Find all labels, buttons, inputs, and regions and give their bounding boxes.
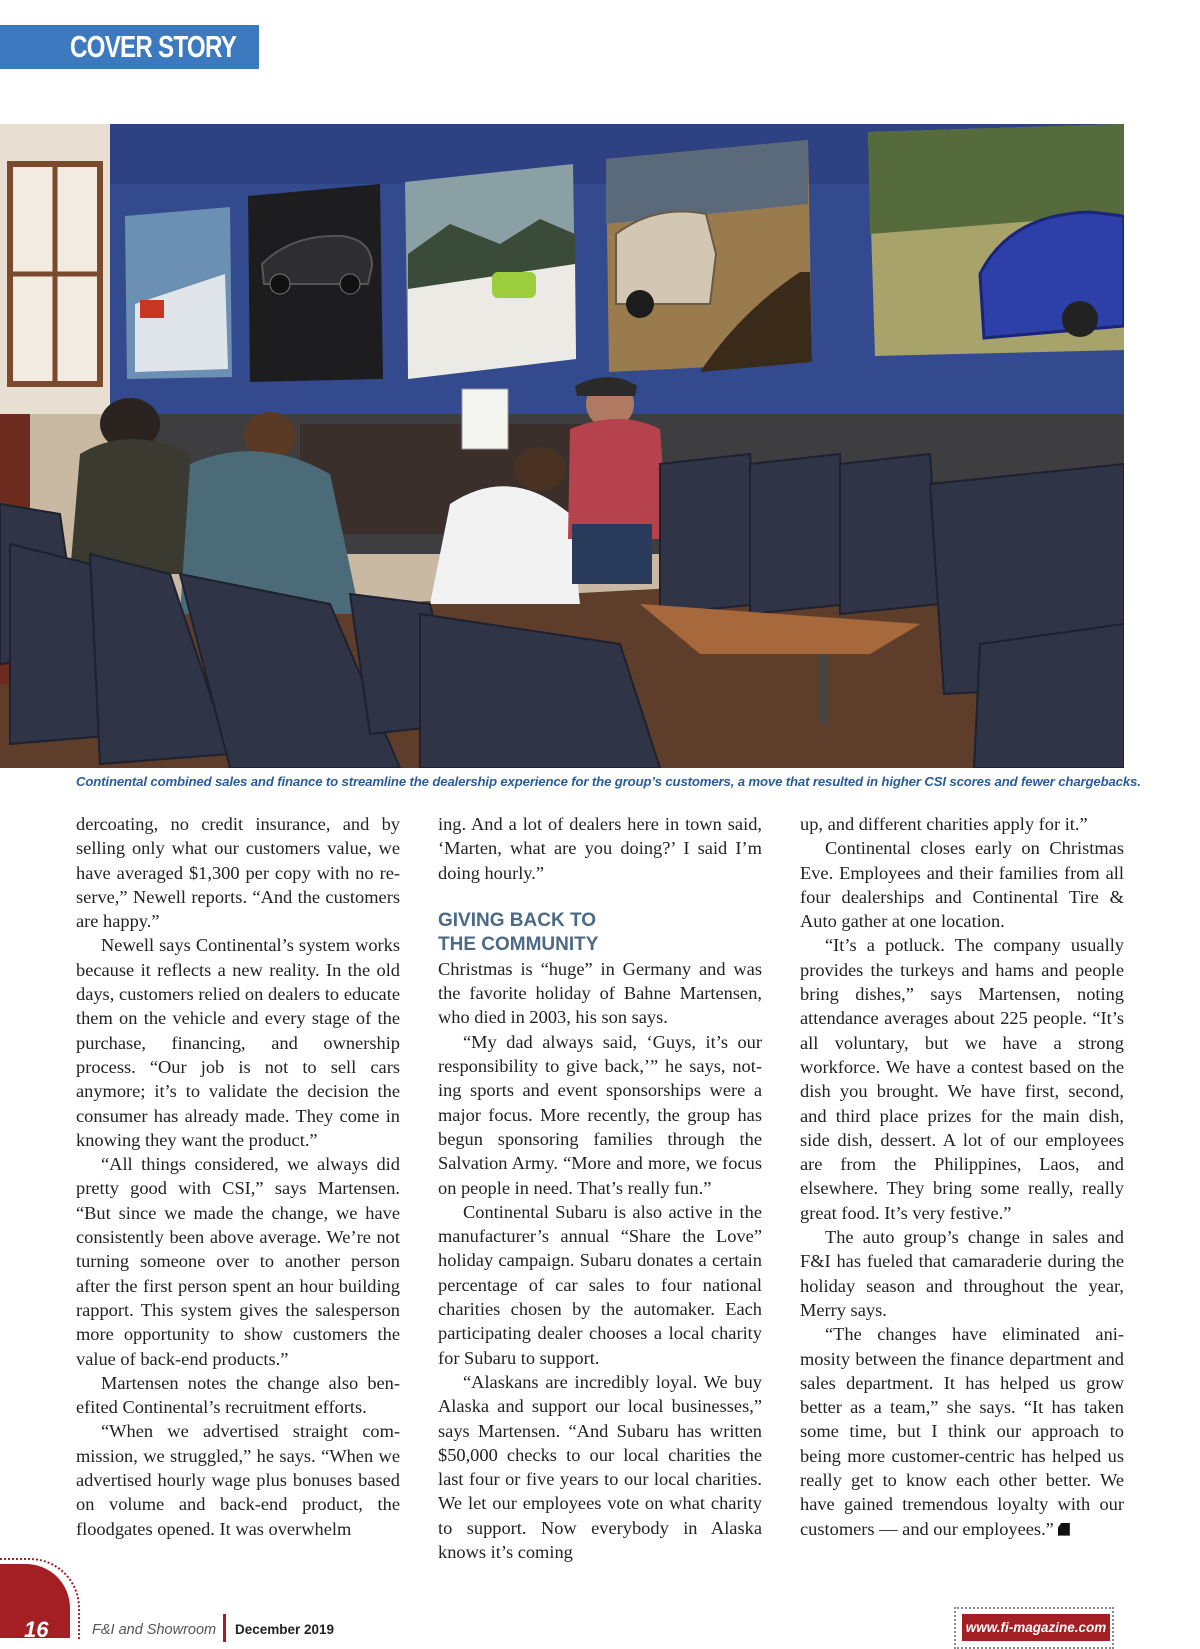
- issue-date: December 2019: [235, 1622, 335, 1637]
- paragraph: “It’s a potluck. The company usually provides the turkeys and hams and people bring dishes,” says Martensen, noting attendance averages about 225 people. “It’s all voluntary, but we have a strong workforce. We have a contest based on the dish you brought. We have first, second, and third place prizes for the main dish, side dish, dessert. A lot of our employees are from the Philippines, Laos, and elsewhere. They bring some really, really great food. It’s very festive.”: [800, 935, 1124, 1223]
- paragraph: The auto group’s change in sales and F&I has fueled that camaraderie during the holiday season and throughout the year, Merry says.: [800, 1227, 1124, 1320]
- paragraph: Martensen notes the change also benefited Continental’s recruitment efforts.: [76, 1372, 400, 1418]
- end-mark-icon: [1058, 1523, 1070, 1536]
- subhead-line: THE COMMUNITY: [438, 933, 599, 955]
- wall-picture-5: [868, 124, 1124, 356]
- website-link[interactable]: www.fi-magazine.com: [962, 1614, 1110, 1641]
- article-column-1: [76, 812, 400, 1541]
- subhead-line: GIVING BACK TO: [438, 909, 596, 931]
- wall-picture-3: [405, 164, 576, 379]
- paragraph: ing. And a lot of dealers here in town said, ‘Marten, what are you doing?’ I said I’m doing hourly.”: [438, 814, 762, 883]
- paragraph: “All things considered, we always did pretty good with CSI,” says Martensen. “But since we made the change, we have consistently been above average. We’re not turning someone over to another person after the first person spent an hour building rapport. This system gives the salesperson more opportunity to show customers the value of back-end products.”: [76, 1154, 400, 1369]
- paragraph: Christmas is “huge” in Germany and was the favorite holiday of Bahne Martensen, who died in 2003, his son says.: [438, 958, 762, 1028]
- paragraph: Continental closes early on Christmas Eve. Employees and their families from all four dealerships and Continental Tire & Auto gather at one location.: [800, 838, 1124, 932]
- paragraph-text: “The changes have eliminated animosity between the finance department and sales department. It has helped us grow better as a team,” she says. “It has taken some time, but I think our approach to being more customer-centric has helped us really get to know each other better. We have gained tremendous loyalty with our customers — and our employees.”: [800, 1324, 1124, 1539]
- paragraph: Continental Subaru is also active in the manufacturer’s annual “Share the Love” holiday campaign. Subaru donates a certain percentage of car sales to four national charities chosen by the automaker. Each participating dealer chooses a local charity for Subaru to support.: [438, 1201, 762, 1368]
- publication-name: F&I and Showroom: [92, 1622, 217, 1638]
- section-subhead: [438, 909, 762, 957]
- wall-picture-4: [606, 140, 812, 372]
- wall-picture-2: [248, 184, 383, 382]
- section-tag: [0, 25, 259, 69]
- article-column-3: [800, 812, 1124, 1541]
- paragraph: “Alaskans are incredibly loyal. We buy Alaska and support our local businesses,” says Martensen. “And Subaru has written $50,000 checks to our local charities the last four or five years to our local charities. We let our employees vote on what charity to support. Now everybody in Alaska knows it’s coming: [438, 1371, 762, 1563]
- paragraph: “My dad always said, ‘Guys, it’s our responsibility to give back,’” he says, noting sports and event sponsorships were a major focus. More recently, the group has begun sponsoring families through the Salvation Army. “More and more, we focus on people in need. That’s really fun.”: [438, 1031, 762, 1198]
- paragraph: Newell says Continental’s system works because it reflects a new reality. In the old days, customers relied on dealers to educate them on the vehicle and every stage of the purchase, financing, and ownership process. “Our job is not to sell cars anymore; it’s to validate the decision the consumer has already made. They come in knowing they want the product.”: [76, 935, 400, 1150]
- paragraph: “When we advertised straight commission, we struggled,” he says. “When we advertised hourly wage plus bonuses based on volume and back-end product, the floodgates opened. It was overwhelm: [76, 1421, 400, 1539]
- paragraph-final: [800, 1322, 1124, 1541]
- section-tag-label: COVER STORY: [70, 29, 237, 64]
- paragraph: dercoating, no credit insurance, and by selling only what our customers value, we have averaged $1,300 per copy with no reserve,” Newell reports. “And the customers are happy.”: [76, 814, 400, 932]
- paragraph: up, and different charities apply for it.”: [800, 814, 1088, 834]
- wall-picture-1: [125, 207, 232, 379]
- article-column-2: [438, 812, 762, 1564]
- page-number: 16: [24, 1617, 49, 1642]
- cover-photo: [0, 124, 1124, 768]
- photo-caption: Continental combined sales and finance to streamline the dealership experience for the group’s customers, a move that resulted in higher CSI scores and fewer chargebacks.: [76, 774, 1141, 789]
